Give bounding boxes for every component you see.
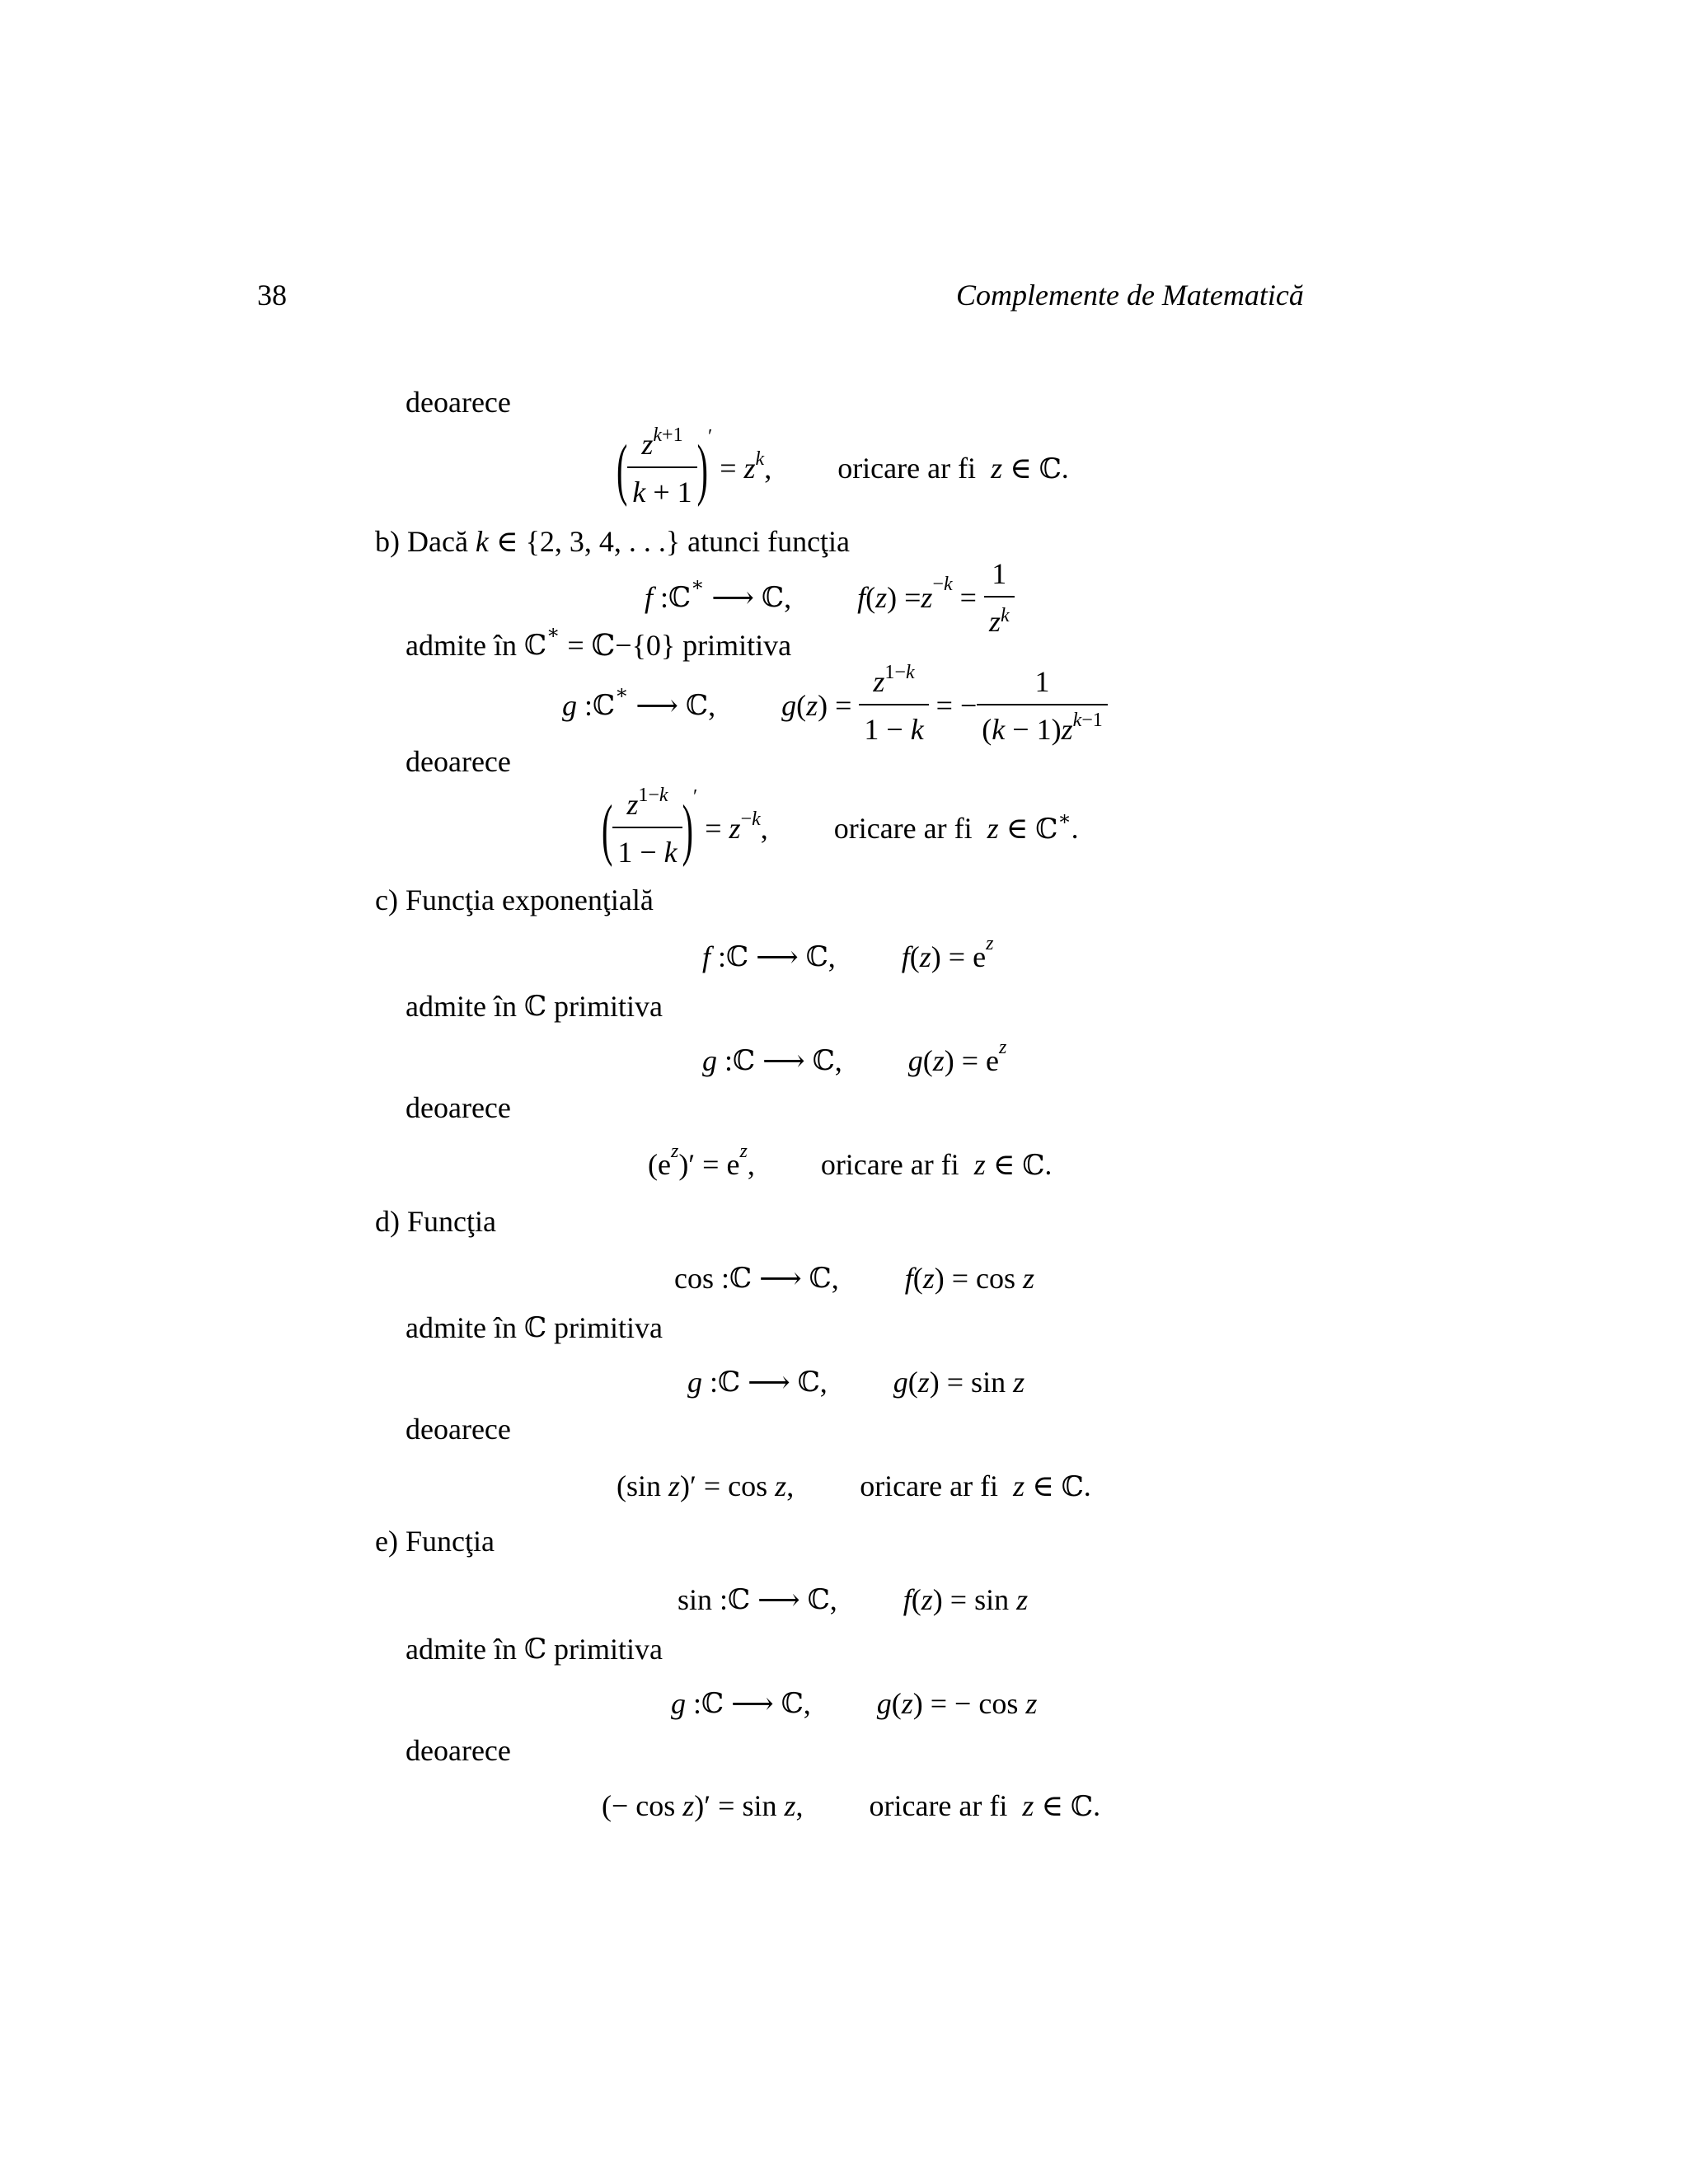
- equation-b-primitive: g : ℂ ∗ ⟶ ℂ , g ( z ) = $\frac{z^{1-k}}{1 - k}$ = − $\frac{1}{(k - 1)z^{k-1}}$: [562, 664, 1108, 747]
- text-admite-d: admite în ℂ primitiva: [406, 1311, 663, 1344]
- equation-d-function: cos : ℂ ⟶ ℂ , f ( z ) = cos z: [674, 1262, 1035, 1295]
- text-admite-e: admite în ℂ primitiva: [406, 1633, 663, 1666]
- text-deoarece-c: deoarece: [406, 1091, 511, 1124]
- item-e-intro: e) Funcţia: [375, 1525, 495, 1558]
- equation-d-primitive: g : ℂ ⟶ ℂ , g ( z ) = sin z: [687, 1366, 1025, 1399]
- text-admite-c: admite în ℂ primitiva: [406, 990, 663, 1023]
- equation-a-derivative: ( $\frac{z^{k+1}}{k + 1}$ ) ′ = $z^k$, oricare ar fi z ∈ ℂ.: [617, 424, 1069, 509]
- equation-e-primitive: g : ℂ ⟶ ℂ , g ( z ) = − cos z: [671, 1687, 1038, 1720]
- running-title: Complemente de Matematică: [956, 279, 1304, 312]
- text-admite-b: admite în ℂ ∗ = ℂ−{0} primitiva: [406, 621, 792, 662]
- page-number: 38: [257, 279, 287, 312]
- equation-d-derivative: (sin z )′ = cos z , oricare ar fi z ∈ ℂ.: [617, 1469, 1091, 1503]
- text-deoarece-e: deoarece: [406, 1734, 511, 1767]
- equation-b-derivative: ( $\frac{z^{1-k}}{1 - k}$ ) ′ = $z^{-k}$, oricare ar fi z ∈ ℂ∗.: [602, 785, 1079, 869]
- text-deoarece-a: deoarece: [406, 386, 511, 419]
- equation-b-function: f : ℂ ∗ ⟶ ℂ , f ( z ) = z $^{-k}$ = $\frac{1}{z^k}$: [645, 560, 1015, 635]
- equation-c-function: f : ℂ ⟶ ℂ , f ( z ) = e $^z$: [702, 932, 994, 973]
- for-all-text: oricare ar fi: [837, 452, 977, 485]
- equation-c-derivative: (e $^z$ )′ = e $^z$ , oricare ar fi z ∈ ℂ.: [648, 1140, 1053, 1182]
- item-c-intro: c) Funcţia exponenţială: [375, 883, 654, 916]
- text-deoarece-b: deoarece: [406, 745, 511, 778]
- item-b-intro: b) Dacă k ∈ {2, 3, 4, . . .} atunci funcţia: [375, 525, 851, 558]
- item-d-intro: d) Funcţia: [375, 1205, 496, 1238]
- text-deoarece-d: deoarece: [406, 1413, 511, 1446]
- equation-e-derivative: (− cos z )′ = sin z , oricare ar fi z ∈ ℂ.: [602, 1789, 1101, 1823]
- equation-c-primitive: g : ℂ ⟶ ℂ , g ( z ) = e $^z$: [702, 1036, 1007, 1077]
- equation-e-function: sin : ℂ ⟶ ℂ , f ( z ) = sin z: [678, 1583, 1029, 1616]
